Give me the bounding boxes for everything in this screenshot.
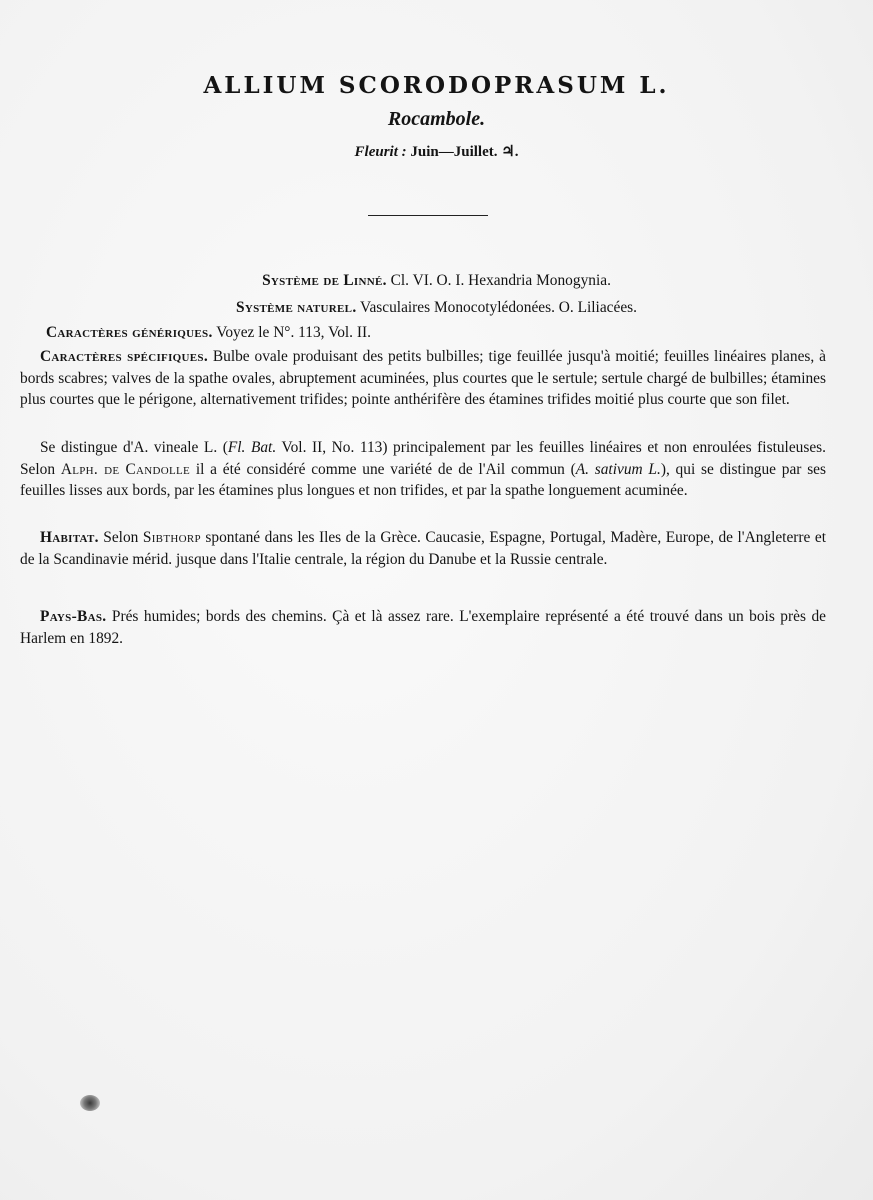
distinction-author: Alph. de Candolle [60, 460, 191, 478]
habitat-paragraph [20, 527, 826, 570]
common-name: Rocambole. [387, 108, 486, 130]
habitat-label: Habitat. [40, 529, 99, 546]
flowering-label: Fleurit : [354, 144, 407, 160]
distinction-text-3: il a été considéré comme une variété de de l'Ail commun ( [190, 460, 576, 478]
specific-characters [20, 346, 826, 411]
divider [368, 215, 488, 216]
habitat-author: Sibthorp [142, 529, 201, 546]
netherlands-label: Pays-Bas. [40, 608, 107, 625]
distinction-reference: Fl. Bat. [227, 439, 277, 456]
ink-smudge [80, 1095, 100, 1111]
linne-label: Système de Linné. [262, 272, 387, 289]
habitat-text-2: spontané dans les Iles de la Grèce. Caucasie, Espagne, Portugal, Madère, Europe, de l'Angleterre et de la Scandinavie mérid. jusque dans l'Italie centrale, la région du Danube et la Russie centrale. [20, 529, 826, 568]
generic-label: Caractères génériques. [46, 324, 213, 341]
natural-system [0, 297, 873, 319]
linne-system [0, 270, 873, 292]
specific-label: Caractères spécifiques. [40, 348, 208, 365]
natural-label: Système naturel. [235, 299, 357, 316]
generic-characters [46, 322, 826, 344]
netherlands-text: Prés humides; bords des chemins. Çà et là assez rare. L'exemplaire représenté a été trouvé dans un bois près de Harlem en 1892. [20, 608, 826, 647]
habitat-text-1: Selon [103, 529, 143, 546]
specific-text: Bulbe ovale produisant des petits bulbilles; tige feuillée jusqu'à moitié; feuilles linéaires planes, à bords scabres; valves de la spathe ovales, abruptement acuminées, plus courtes que le sertule; sertule chargé de bulbilles; étamines plus courtes que le périgone, alternativement trifides; pointe anthérifère des étamines trifides moitié plus courte que son filet. [20, 348, 826, 409]
distinction-paragraph [20, 437, 826, 502]
distinction-text-2: Vol. II, No. 113) principalement par les feuilles linéaires et non enroulées fistuleuses. Selon [20, 439, 827, 478]
flowering-period [0, 142, 873, 161]
linne-text: Cl. VI. O. I. Hexandria Monogynia. [390, 272, 611, 289]
flowering-value: Juin—Juillet. ♃. [410, 144, 519, 160]
distinction-text-1: Se distingue d'A. vineale L. ( [40, 439, 228, 456]
distinction-species: A. sativum L. [575, 460, 661, 478]
distinction-text-4: ), qui se distingue par ses feuilles lisses aux bords, par les étamines plus longues et non trifides, et par la spathe longuement acuminée. [20, 460, 827, 500]
natural-text: Vasculaires Monocotylédonées. O. Liliacées. [360, 299, 637, 316]
generic-text: Voyez le N°. 113, Vol. II. [216, 324, 371, 341]
page-title: ALLIUM SCORODOPRASUM L. [203, 72, 670, 99]
netherlands-paragraph [20, 606, 826, 649]
